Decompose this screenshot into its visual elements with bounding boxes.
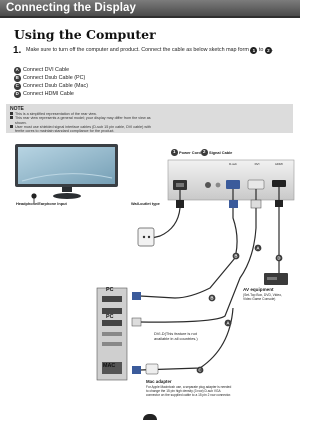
connection-label: Connect Dsub Cable (PC) xyxy=(23,75,86,81)
step-text-mid: to xyxy=(257,47,265,53)
connection-badge: A xyxy=(15,67,19,72)
svg-text:A: A xyxy=(226,320,230,326)
port-label-hdmi: HDMI xyxy=(275,162,283,166)
step-number: 1. xyxy=(13,45,22,56)
cable-letter-markers xyxy=(197,245,283,374)
power-cord-label: Power Cord xyxy=(179,150,201,155)
hdmi-plug-icon xyxy=(275,200,283,207)
power-cord-badge: 1 xyxy=(171,149,178,156)
note-line-text: This rear view represents a general model; your display may differ from the view as xyxy=(15,116,151,121)
step-text xyxy=(26,46,288,54)
step-text-after: . xyxy=(271,47,274,53)
connection-label: Connect HDMI Cable xyxy=(23,91,74,97)
note-line-text: This is a simplified representation of the rear view. xyxy=(15,112,97,116)
step-badge-from: 1 xyxy=(250,47,257,54)
av-equipment-line: Video Game Console) xyxy=(243,297,276,301)
mac-adapter-line: For Apple Macintosh use, a separate plug adapter is needed xyxy=(146,385,232,389)
pc-dsub-plug-icon xyxy=(132,292,141,300)
dsub-port-icon xyxy=(226,180,240,189)
monitor-illustration xyxy=(15,144,118,199)
note-line-text: ferrite cores to maintain standard compliance for the product. xyxy=(15,129,115,134)
note-line-text: User must use shielded signal interface cables (D-sub 15 pin cable, DVI cable) with xyxy=(15,125,151,130)
bullet-icon xyxy=(10,125,13,128)
section-title: Using the Computer xyxy=(14,27,156,42)
dvi-port-icon xyxy=(248,180,264,189)
bullet-icon xyxy=(10,112,13,115)
step-text-before: Make sure to turn off the computer and product. Connect the cable as below sketch map form xyxy=(26,47,251,53)
signal-cable-badge: 2 xyxy=(201,149,208,156)
svg-text:C: C xyxy=(198,367,202,373)
dvi-note-line: available in all countries.) xyxy=(154,336,198,341)
connection-label: Connect DVI Cable xyxy=(23,67,70,73)
connection-badge: B xyxy=(15,75,19,80)
note-line xyxy=(15,129,114,133)
av-equipment-icon xyxy=(264,273,288,285)
connection-label: Connect Dsub Cable (Mac) xyxy=(23,83,89,89)
rear-panel-illustration xyxy=(168,160,294,200)
svg-text:A: A xyxy=(256,245,260,251)
bullet-icon xyxy=(10,116,13,119)
pc-dvi-plug-icon xyxy=(132,318,141,326)
hdmi-port-icon xyxy=(272,180,286,187)
header-title: Connecting the Display xyxy=(6,2,136,14)
step-badge-to: 2 xyxy=(265,47,272,54)
port-label-dvi: DVI xyxy=(254,162,260,166)
note-box xyxy=(6,104,293,133)
connection-badge: D xyxy=(15,91,19,96)
svg-text:B: B xyxy=(210,295,214,301)
note-title: NOTE xyxy=(10,106,24,112)
note-line-text: shown. xyxy=(15,120,27,125)
pc-label: PC xyxy=(106,287,114,293)
mac-adapter-title: Mac adapter xyxy=(146,379,172,384)
dvi-plug-icon xyxy=(251,200,261,208)
pc-label: PC xyxy=(106,314,114,320)
av-equipment-title: AV equipment xyxy=(243,287,274,292)
connection-badge: C xyxy=(15,83,19,88)
diagram-illustration xyxy=(0,138,300,410)
power-plug-icon xyxy=(176,200,184,208)
svg-text:B: B xyxy=(234,253,238,259)
wall-outlet-icon xyxy=(138,228,154,246)
signal-cable-label: Signal Cable xyxy=(209,150,233,155)
note-line xyxy=(10,116,151,120)
wall-outlet-label: Wall-outlet type xyxy=(131,201,160,206)
header-bar xyxy=(0,0,300,18)
mac-adapter-line: to change the 15 pin high density (3 row) D-sub VGA xyxy=(146,389,221,393)
headphone-label: Headphone/Earphone Input xyxy=(16,201,67,206)
port-label-dsub: D-sub xyxy=(229,162,237,166)
dvi-note-line: DVI-D(This feature is not xyxy=(154,331,197,336)
dsub-plug-icon xyxy=(229,200,238,208)
mac-plug-icon xyxy=(132,366,141,374)
mac-label: MAC xyxy=(103,363,116,369)
mac-adapter-icon xyxy=(146,364,158,374)
page-number-tab xyxy=(143,414,157,420)
cables xyxy=(140,187,279,370)
connection-diagram xyxy=(0,138,300,410)
svg-text:D: D xyxy=(277,255,281,261)
av-equipment-line: (Set-Top Box, DVD, Video, xyxy=(243,293,282,297)
mac-adapter-line: connector on the supplied cable to a 15 pin 2 row connector. xyxy=(146,393,232,397)
